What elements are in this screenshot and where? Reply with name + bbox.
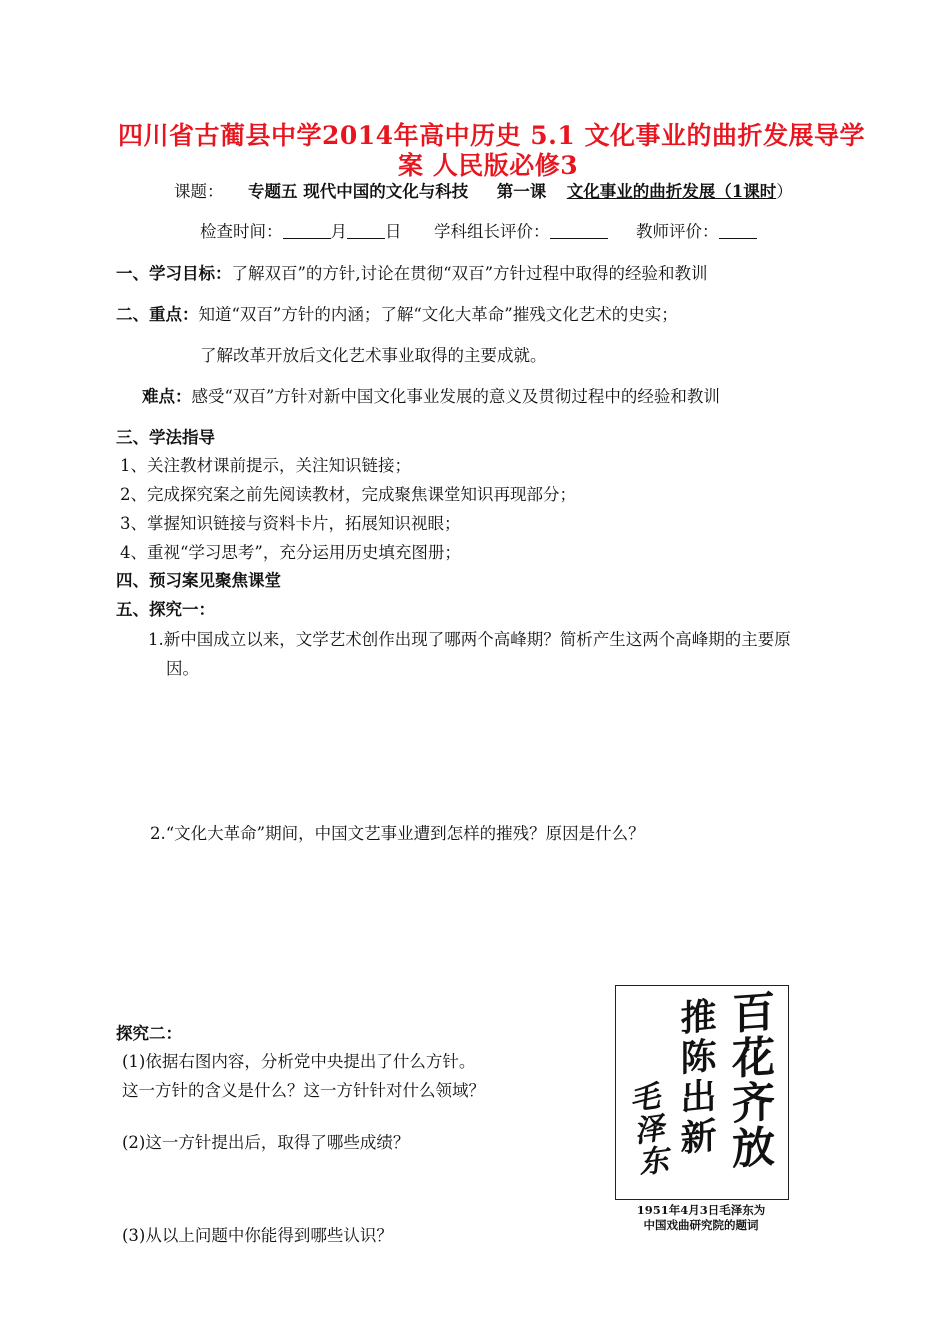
preview-heading: 四、预习案见聚焦课堂 bbox=[116, 571, 281, 590]
inquiry2-heading: 探究二： bbox=[116, 1024, 182, 1043]
key-points-line2: 了解改革开放后文化艺术事业取得的主要成就。 bbox=[200, 346, 547, 365]
inquiry2-q1-line1: (1)依据右图内容，分析党中央提出了什么方针。 bbox=[122, 1052, 476, 1071]
inquiry1-q1-line1: 1.新中国成立以来，文学艺术创作出现了哪两个高峰期？简析产生这两个高峰期的主要原 bbox=[148, 630, 791, 649]
leader-eval-label: 学科组长评价： bbox=[434, 222, 550, 241]
inquiry1-q2: 2.“文化大革命”期间，中国文艺事业遭到怎样的摧残？原因是什么？ bbox=[150, 824, 645, 843]
methods-item-2: 2、完成探究案之前先阅读教材，完成聚焦课堂知识再现部分； bbox=[120, 485, 576, 504]
methods-item-3: 3、掌握知识链接与资料卡片，拓展知识视眼； bbox=[120, 514, 461, 533]
inquiry2-q2: (2)这一方针提出后，取得了哪些成绩？ bbox=[122, 1133, 410, 1152]
methods-item-1: 1、关注教材课前提示，关注知识链接； bbox=[120, 456, 411, 475]
calligraphy-signature: 毛泽东 bbox=[621, 1079, 670, 1180]
key-points-line1: 知道“双百”方针的内涵；了解“文化大革命”摧残文化艺术的史实； bbox=[198, 305, 678, 324]
inquiry1-heading: 五、探究一： bbox=[116, 600, 215, 619]
inquiry1-q1-line2: 因。 bbox=[166, 659, 199, 678]
course-line bbox=[174, 178, 793, 202]
goals-label: 一、学习目标： bbox=[116, 264, 232, 283]
day-blank bbox=[347, 222, 385, 239]
inquiry2-q3: (3)从以上问题中你能得到哪些认识？ bbox=[122, 1226, 393, 1245]
check-line bbox=[200, 218, 757, 242]
course-lesson: 第一课 bbox=[496, 182, 547, 201]
check-time-label: 检查时间： bbox=[200, 222, 283, 241]
methods-item-4: 4、重视“学习思考”，充分运用历史填充图册； bbox=[120, 543, 461, 562]
key-points bbox=[116, 301, 678, 325]
inquiry2-q1-line2: 这一方针的含义是什么？这一方针针对什么领域？ bbox=[122, 1081, 485, 1100]
calligraphy-column-middle: 推陈出新 bbox=[675, 995, 717, 1161]
month-blank bbox=[283, 222, 331, 239]
calligraphy-image bbox=[615, 985, 789, 1200]
difficulty-label: 难点： bbox=[142, 387, 192, 406]
leader-eval-blank bbox=[550, 222, 608, 239]
month-label: 月 bbox=[330, 222, 347, 241]
course-name: 文化事业的曲折发展（1课时 bbox=[566, 182, 777, 201]
calligraphy-caption-line2: 中国戏曲研究院的题词 bbox=[643, 1218, 759, 1232]
course-topic: 专题五 现代中国的文化与科技 bbox=[248, 182, 469, 201]
teacher-eval-blank bbox=[719, 222, 757, 239]
learning-goals bbox=[116, 260, 708, 284]
difficulty-text: 感受“双百”方针对新中国文化事业发展的意义及贯彻过程中的经验和教训 bbox=[191, 387, 720, 406]
course-close: ） bbox=[776, 182, 793, 201]
calligraphy-column-right: 百花齐放 bbox=[725, 988, 775, 1172]
page-title-line2: 案 人民版必修3 bbox=[398, 151, 579, 180]
calligraphy-caption-line1: 1951年4月3日毛泽东为 bbox=[636, 1203, 766, 1217]
teacher-eval-label: 教师评价： bbox=[636, 222, 719, 241]
goals-text: 了解双百”的方针,讨论在贯彻“双百”方针过程中取得的经验和教训 bbox=[231, 264, 708, 283]
difficulty bbox=[142, 383, 720, 407]
methods-heading: 三、学法指导 bbox=[116, 428, 215, 447]
course-label: 课题： bbox=[174, 182, 224, 201]
page-title-line1: 四川省古蔺县中学2014年高中历史 5.1 文化事业的曲折发展导学 bbox=[118, 121, 865, 150]
key-points-label: 二、重点： bbox=[116, 305, 199, 324]
day-label: 日 bbox=[385, 222, 402, 241]
